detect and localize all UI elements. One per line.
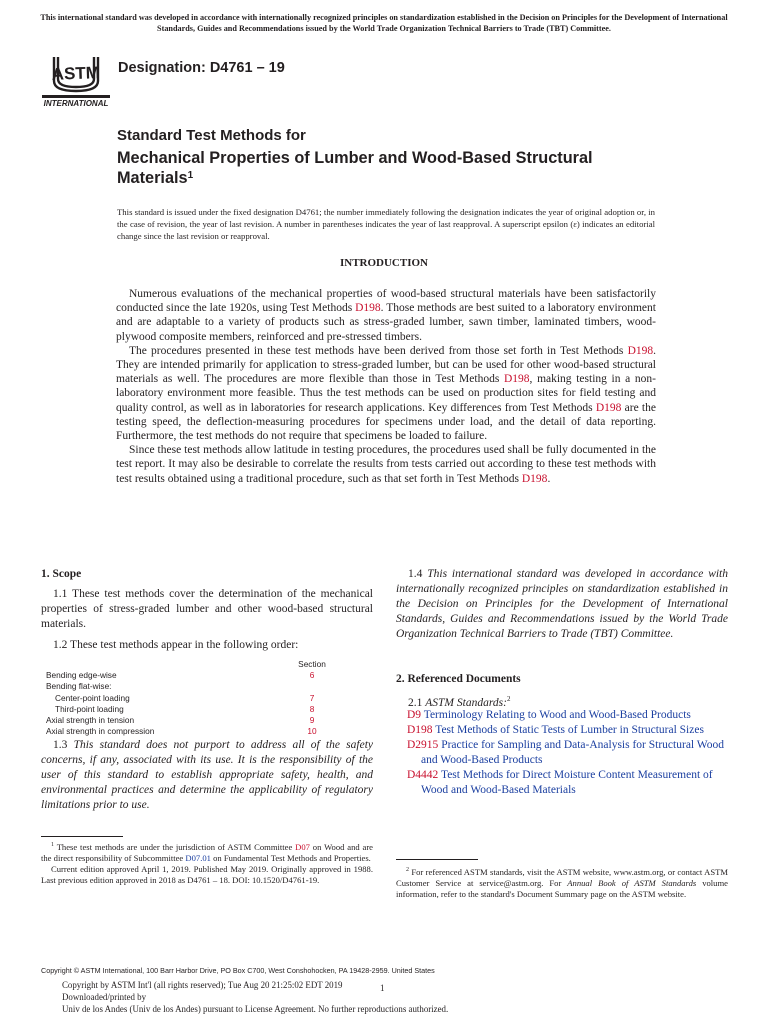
reference-item: [407, 768, 729, 798]
title-footnote-mark[interactable]: 1: [187, 170, 194, 181]
section-link[interactable]: 7: [309, 692, 315, 703]
table-row: Axial strength in tension 9: [46, 715, 336, 726]
scope-1-3: 1.3 This standard does not purport to address all of the safety concerns, if any, associated with its use. It is the responsibility of the user of this standard to establish appropriate safety, health, and environmental practices and determine the applicability of regulatory limitations prior to use.: [41, 739, 374, 811]
copyright-line: Copyright © ASTM International, 100 Barr Harbor Drive, PO Box C700, West Conshohocken, PA 19428-2959. United States: [41, 966, 435, 975]
scope-1-1: 1.1 These test methods cover the determination of the mechanical properties of stress-graded lumber and other wood-based structural materials.: [41, 588, 373, 630]
table-row: Bending edge-wise 6: [46, 670, 336, 681]
reference-code-link[interactable]: D2915: [407, 739, 439, 751]
footnote-divider: [41, 836, 123, 837]
scope-1-2: 1.2 These test methods appear in the following order:: [53, 639, 299, 651]
reference-code-link[interactable]: D198: [407, 724, 433, 736]
intro-paragraph: The procedures presented in these test methods have been derived from those set forth in Test Methods D198. They are intended primarily for application to stress-graded lumber, but can be used for other wood-based structural materials as well. The procedures are more flexible than those in Test Methods D198, making testing in a non-laboratory environment more feasible. Thus the test methods can be used on production sites for field testing and quality control, as well as in laboratories for research applications. Key differences from Test Methods D198 are the testing speed, the deflection-measuring procedures for specimens under load, and the detail of data reporting. Furthermore, the test methods do not require that specimens be loaded to failure.: [116, 344, 656, 443]
section-link[interactable]: 8: [309, 703, 315, 714]
referenced-documents-list: [407, 708, 729, 798]
reference-item: [407, 738, 729, 768]
scope-1-4: 1.4 This international standard was developed in accordance with internationally recognized principles on standardization established in the Decision on Principles for the Development of International Standards, Guides and Recommendations issued by the World Trade Organization Technical Barriers to Trade (TBT) Committee.: [396, 568, 729, 640]
astm-logo: [40, 51, 112, 107]
title-prefix: Standard Test Methods for: [117, 127, 306, 144]
introduction-body: [116, 287, 656, 486]
intro-paragraph: Numerous evaluations of the mechanical properties of wood-based structural materials have been satisfactorily conducted since the late 1920s, using Test Methods D198. Those methods are best suited to a laboratory environment and are adaptable to a variety of products such as stress-graded lumber, sawn timber, laminated timbers, wood-plywood composite members, reinforced and pre-stressed timbers.: [116, 288, 656, 343]
section-link[interactable]: 9: [309, 714, 315, 725]
table-row: Center-point loading 7: [46, 693, 336, 704]
designation: Designation: D4761 – 19: [118, 60, 285, 76]
reference-title-link[interactable]: Test Methods of Static Tests of Lumber in Structural Sizes: [435, 724, 704, 736]
title-main: [117, 148, 617, 188]
tbt-notice: This international standard was developed in accordance with internationally recognized principles on standardization established in the Decision on Principles for the Development of International Standards, Guides and Recommendations issued by the World Trade Organization Technical Barriers to Trade (TBT) Committee.: [40, 13, 728, 33]
introduction-heading: INTRODUCTION: [339, 257, 428, 269]
reference-title-link[interactable]: Practice for Sampling and Data-Analysis for Structural Wood and Wood-Based Products: [421, 739, 724, 766]
link-d198[interactable]: D198: [521, 472, 548, 485]
svg-text:INTERNATIONAL: INTERNATIONAL: [43, 99, 109, 107]
referenced-documents-heading: 2. Referenced Documents: [396, 673, 521, 685]
table-row: Axial strength in compression 10: [46, 726, 336, 737]
table-header-row: [46, 659, 336, 670]
table-row: Third-point loading 8: [46, 704, 336, 715]
reference-item: [407, 708, 729, 723]
reference-code-link[interactable]: D4442: [407, 769, 439, 781]
astm-standards-subheading: 2.1 ASTM Standards:$^2$: [408, 695, 511, 709]
footnote-divider: [396, 859, 478, 860]
link-d198[interactable]: D198: [503, 373, 530, 386]
footnote-2: $^2$ For referenced ASTM standards, visit the ASTM website, www.astm.org, or contact ASTM Customer Service at service@astm.org. For Annual Book of ASTM Standards volume information, refer to the standard's Document Summary page on the ASTM website.: [396, 866, 728, 899]
sections-table: [46, 659, 336, 737]
section-column-header: Section: [298, 659, 326, 669]
title-main-text: Mechanical Properties of Lumber and Wood-Based Structural Materials: [117, 149, 593, 187]
link-d198[interactable]: D198: [595, 401, 622, 414]
link-d198[interactable]: D198: [627, 344, 654, 357]
page-number: 1: [380, 983, 385, 993]
section-link[interactable]: 10: [307, 726, 317, 737]
reference-title-link[interactable]: Test Methods for Direct Moisture Content Measurement of Wood and Wood-Based Materials: [421, 769, 713, 796]
table-row: Bending flat-wise:: [46, 681, 112, 692]
link-d198[interactable]: D198: [355, 302, 381, 315]
reference-title-link[interactable]: Terminology Relating to Wood and Wood-Based Products: [423, 709, 691, 721]
issuance-note: This standard is issued under the fixed designation D4761; the number immediately following the designation indicates the year of original adoption or, in the case of revision, the year of last revision. A number in parentheses indicates the year of last reapproval. A superscript epsilon (ε) indicates an editorial change since the last revision or reapproval.: [117, 207, 655, 241]
link-d07-01[interactable]: D07.01: [185, 852, 211, 863]
scope-heading: 1. Scope: [41, 568, 82, 580]
svg-text:ASTM: ASTM: [51, 63, 101, 84]
intro-paragraph: Since these test methods allow latitude in testing procedures, the procedures used shall be fully documented in the test report. It may also be desirable to correlate the results from tests carried out according to these test methods with test results obtained using a traditional procedure, such as that set forth in Test Methods D198.: [116, 444, 656, 485]
section-link[interactable]: 6: [309, 670, 315, 681]
reference-code-link[interactable]: D9: [407, 709, 422, 721]
link-d07[interactable]: D07: [295, 841, 310, 852]
footnote-1: $^1$ These test methods are under the jurisdiction of ASTM Committee D07 on Wood and are the direct responsibility of Subcommittee D07.01 on Fundamental Test Methods and Properties. Current edition approved April 1, 2019. Published May 2019. Originally approved in 1988. Last previous edition approved in 2018 as D4761 – 18. DOI: 10.1520/D4761-19.: [41, 841, 373, 885]
download-stamp: Copyright by ASTM Int'l (all rights reserved); Tue Aug 20 21:25:02 EDT 2019 Downloaded/printed by Univ de los Andes (Univ de los Andes) pursuant to License Agreement. No further reproductions authorized.: [62, 980, 449, 1015]
reference-item: [407, 723, 729, 738]
